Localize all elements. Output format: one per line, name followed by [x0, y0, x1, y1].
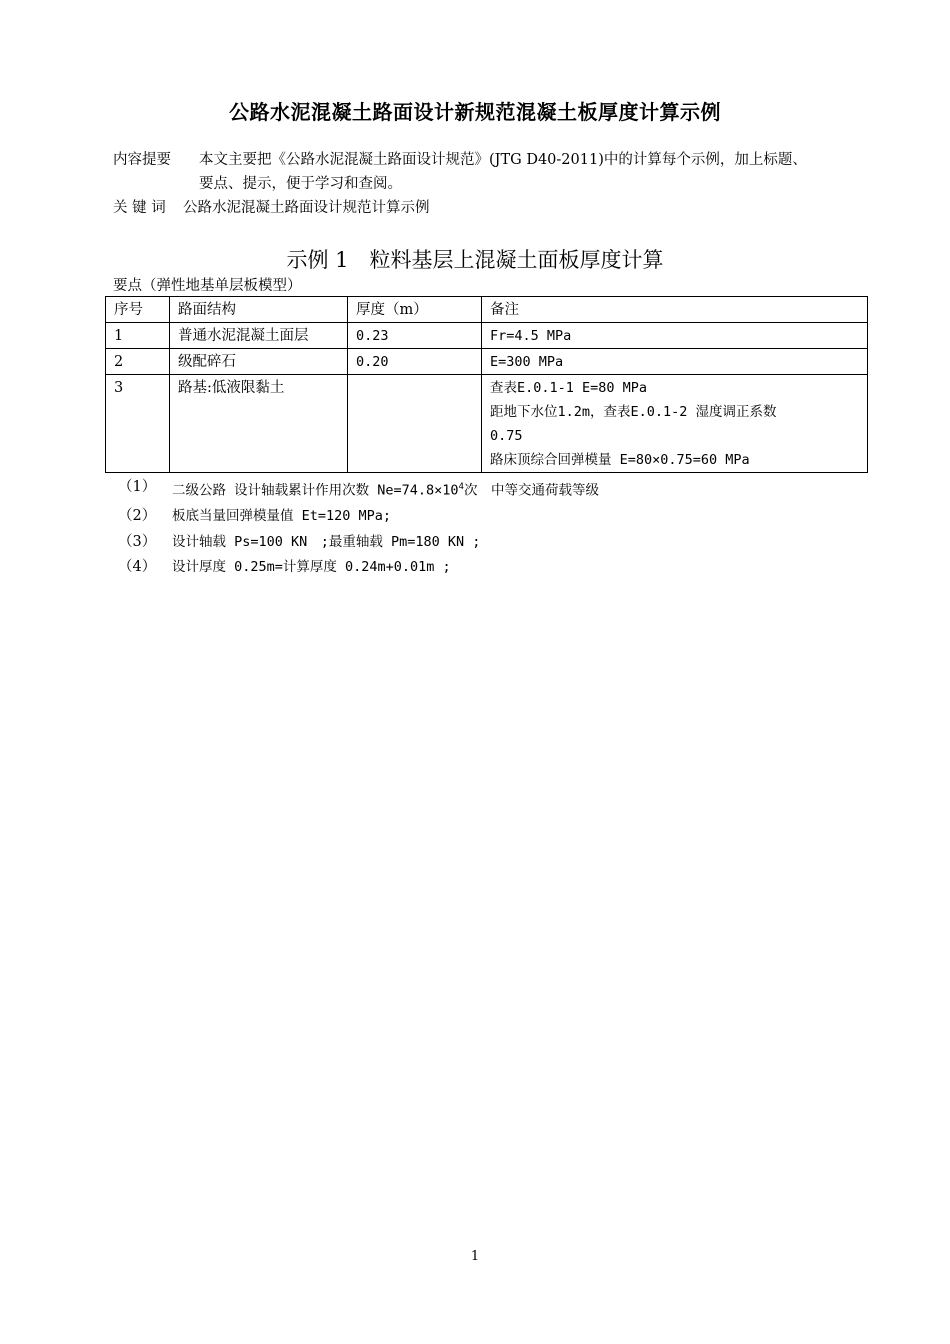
condition-number: （4） [118, 559, 157, 575]
cell-no: 2 [106, 349, 170, 375]
table-row [106, 349, 868, 375]
condition-item [118, 530, 599, 556]
note-line: 路床顶综合回弹模量 E=80×0.75=60 MPa [490, 452, 750, 468]
abstract-text-line1: 本文主要把《公路水泥混凝土路面设计规范》(JTG D40-2011)中的计算每个示例，加上标题、 [199, 152, 807, 168]
condition-number: （1） [118, 479, 157, 495]
condition-number: （3） [118, 533, 157, 550]
header-notes: 备注 [482, 297, 868, 323]
cell-thickness [348, 375, 482, 473]
page-title: 公路水泥混凝土路面设计新规范混凝土板厚度计算示例 [229, 100, 721, 124]
abstract-section [113, 148, 873, 220]
note-line: 0.75 [490, 428, 523, 444]
page-number: 1 [470, 1249, 480, 1264]
table-header-row [106, 297, 868, 323]
cell-notes: Fr=4.5 MPa [482, 323, 868, 349]
condition-item [118, 475, 599, 504]
header-thickness: 厚度（m） [348, 297, 482, 323]
cell-thickness: 0.23 [348, 323, 482, 349]
condition-text: 设计厚度 0.25m=计算厚度 0.24m+0.01m ; [172, 559, 451, 575]
table-row [106, 323, 868, 349]
cell-no: 3 [106, 375, 170, 473]
keywords-label: 关 键 词 [113, 200, 166, 216]
header-structure: 路面结构 [170, 297, 348, 323]
condition-text: 二级公路 设计轴载累计作用次数 $Ne=74.8\times 10^4$次 中等交通荷载等级 [172, 482, 599, 499]
cell-notes: E=300 MPa [482, 349, 868, 375]
table-row [106, 375, 868, 473]
condition-item [118, 555, 599, 581]
condition-item [118, 504, 599, 530]
condition-text: 设计轴载 Ps=100 KN ;最重轴载 Pm=180 KN ; [172, 533, 481, 550]
note-line: 距地下水位1.2m，查表E.0.1-2 湿度调正系数 [490, 404, 777, 420]
design-conditions [118, 475, 599, 581]
cell-structure: 路基:低液限黏土 [170, 375, 348, 473]
cell-structure: 级配碎石 [170, 349, 348, 375]
header-no: 序号 [106, 297, 170, 323]
cell-notes [482, 375, 868, 473]
cell-no: 1 [106, 323, 170, 349]
note-line: 查表E.0.1-1 E=80 MPa [490, 380, 648, 396]
keywords-row [113, 196, 873, 220]
example-title: 示例 1 粒料基层上混凝土面板厚度计算 [286, 248, 664, 272]
condition-number: （2） [118, 508, 157, 524]
pavement-structure-table [105, 296, 868, 473]
cell-structure: 普通水泥混凝土面层 [170, 323, 348, 349]
abstract-text-line2: 要点、提示，便于学习和查阅。 [199, 176, 402, 192]
key-point: 要点（弹性地基单层板模型） [113, 278, 302, 294]
keywords-text: 公路水泥混凝土路面设计规范计算示例 [183, 200, 430, 216]
cell-thickness: 0.20 [348, 349, 482, 375]
condition-text: 板底当量回弹模量值 Et=120 MPa; [172, 508, 392, 524]
abstract-label: 内容提要 [113, 152, 171, 168]
